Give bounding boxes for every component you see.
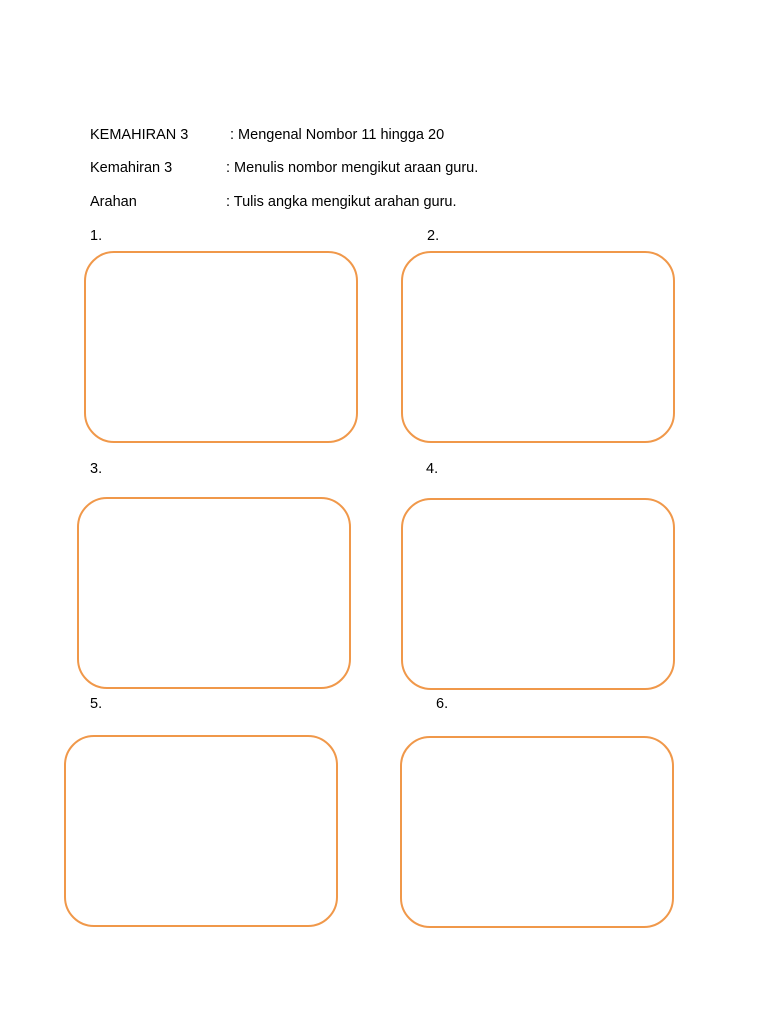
box-number-6: 6. [436,696,449,712]
skill-title-label: KEMAHIRAN 3 [90,127,189,143]
instruction-value: : Tulis angka mengikut arahan guru. [226,194,457,210]
box-number-4: 4. [426,461,439,477]
box-number-2: 2. [427,228,440,244]
box-number-1: 1. [90,228,103,244]
answer-box-2[interactable] [401,251,675,443]
answer-box-3[interactable] [77,497,351,689]
skill-title-value: : Mengenal Nombor 11 hingga 20 [230,127,445,143]
skill-subtitle-label: Kemahiran 3 [90,160,173,176]
box-number-5: 5. [90,696,103,712]
answer-box-1[interactable] [84,251,358,443]
instruction-label: Arahan [90,194,137,210]
answer-box-5[interactable] [64,735,338,927]
box-number-3: 3. [90,461,103,477]
answer-box-4[interactable] [401,498,675,690]
answer-box-6[interactable] [400,736,674,928]
skill-subtitle-value: : Menulis nombor mengikut araan guru. [226,160,479,176]
